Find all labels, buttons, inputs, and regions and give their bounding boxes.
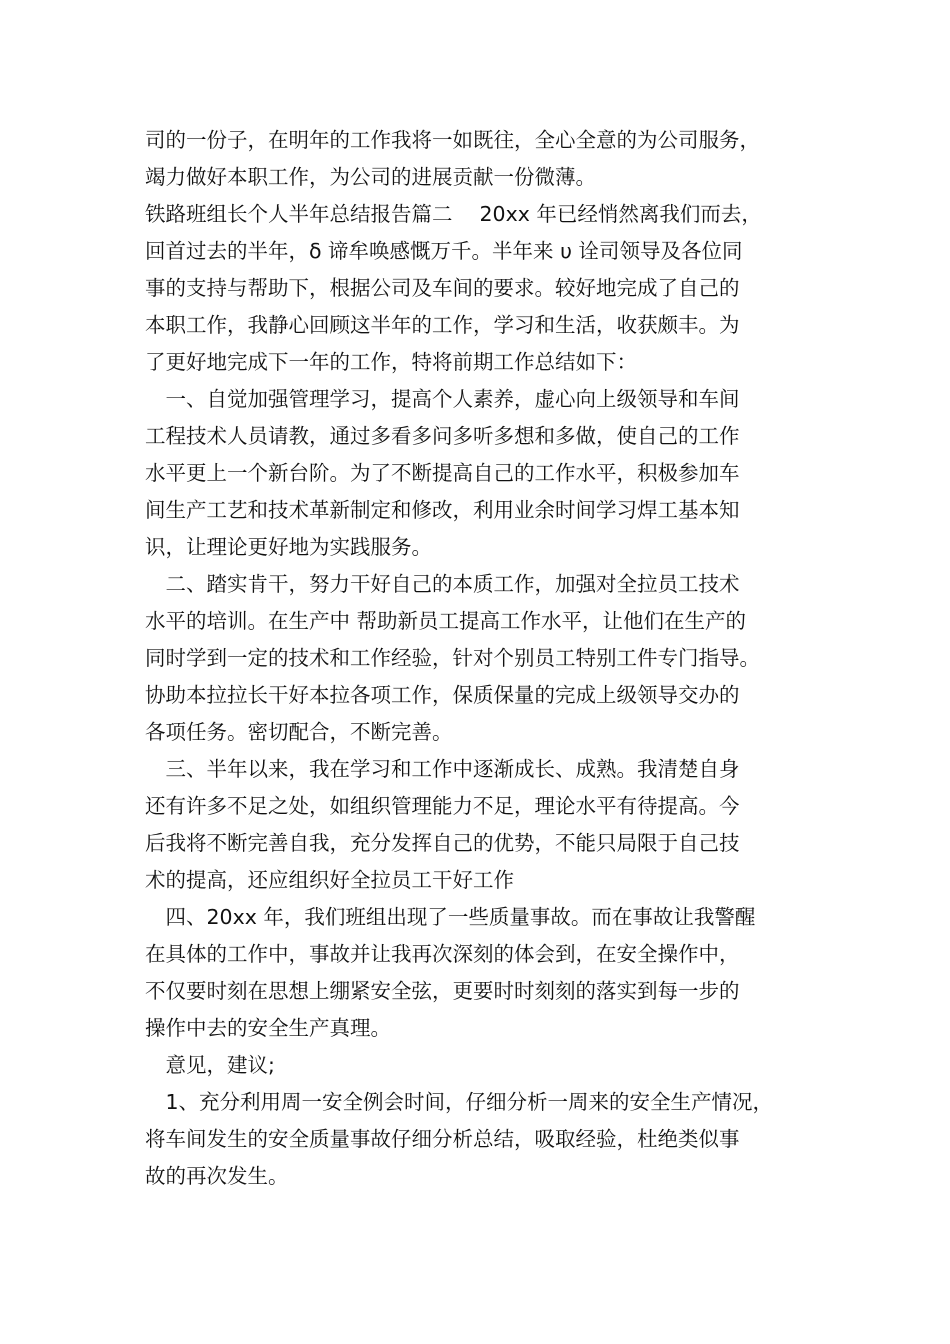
text-line: 识，让理论更好地为实践服务。	[145, 535, 432, 559]
text-line: 三、半年以来，我在学习和工作中逐渐成长、成熟。我清楚自身	[145, 757, 740, 781]
text-line: 术的提高，还应组织好全拉员工干好工作	[145, 868, 514, 892]
text-line: 竭力做好本职工作，为公司的进展贡献一份微薄。	[145, 165, 596, 189]
text-line: 工程技术人员请教，通过多看多问多听多想和多做，使自己的工作	[145, 424, 740, 448]
text-line: 一、自觉加强管理学习，提高个人素养，虚心向上级领导和车间	[145, 387, 740, 411]
text-line: 了更好地完成下一年的工作，特将前期工作总结如下：	[145, 350, 637, 374]
text-line: 还有许多不足之处，如组织管理能力不足，理论水平有待提高。今	[145, 794, 740, 818]
text-line: 1、充分利用周一安全例会时间，仔细分析一周来的安全生产情况，	[145, 1090, 774, 1114]
text-line: 各项任务。密切配合，不断完善。	[145, 720, 453, 744]
text-line: 司的一份子，在明年的工作我将一如既往，全心全意的为公司服务，	[145, 128, 760, 152]
text-line: 不仅要时刻在思想上绷紧安全弦，更要时时刻刻的落实到每一步的	[145, 979, 740, 1003]
text-line: 水平更上一个新台阶。为了不断提高自己的工作水平，积极参加车	[145, 461, 740, 485]
text-line: 间生产工艺和技术革新制定和修改，利用业余时间学习焊工基本知	[145, 498, 740, 522]
text-line: 二、踏实肯干，努力干好自己的本质工作，加强对全拉员工技术	[145, 572, 740, 596]
text-line: 水平的培训。在生产中 帮助新员工提高工作水平，让他们在生产的	[145, 609, 747, 633]
text-line: 回首过去的半年，δ 谛牟唤感慨万千。半年来 υ 诠司领导及各位同	[145, 239, 743, 263]
text-line: 将车间发生的安全质量事故仔细分析总结，吸取经验，杜绝类似事	[145, 1127, 740, 1151]
text-line: 铁路班组长个人半年总结报告篇二 20xx 年已经悄然离我们而去，	[145, 202, 762, 226]
text-line: 故的再次发生。	[145, 1164, 289, 1188]
text-line: 事的支持与帮助下，根据公司及车间的要求。较好地完成了自己的	[145, 276, 740, 300]
text-line: 本职工作，我静心回顾这半年的工作，学习和生活，收获颇丰。为	[145, 313, 740, 337]
text-line: 协助本拉拉长干好本拉各项工作，保质保量的完成上级领导交办的	[145, 683, 740, 707]
text-line: 操作中去的安全生产真理。	[145, 1016, 391, 1040]
text-line: 后我将不断完善自我，充分发挥自己的优势，不能只局限于自己技	[145, 831, 740, 855]
text-line: 在具体的工作中，事故并让我再次深刻的体会到，在安全操作中，	[145, 942, 740, 966]
text-line: 意见，建议;	[145, 1053, 275, 1077]
text-line: 同时学到一定的技术和工作经验，针对个别员工特别工件专门指导。	[145, 646, 760, 670]
text-line: 四、20xx 年，我们班组出现了一些质量事故。而在事故让我警醒	[145, 905, 756, 929]
